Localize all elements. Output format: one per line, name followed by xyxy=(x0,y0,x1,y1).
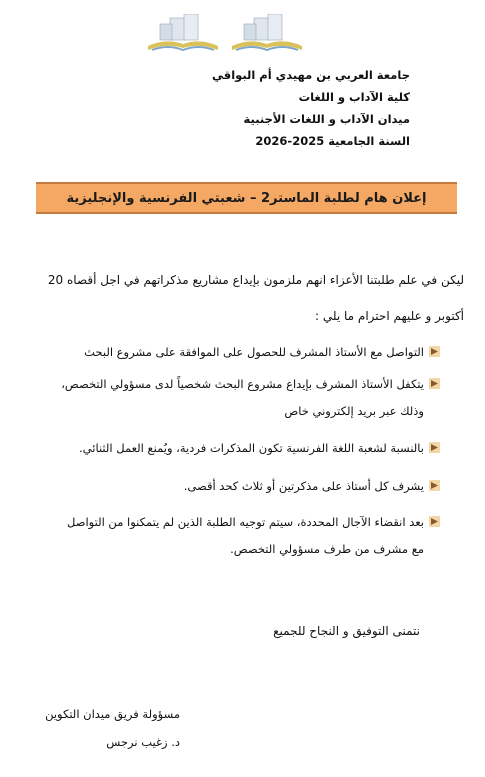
signatory-name: د. زغيب نرجس xyxy=(106,735,180,749)
list-item xyxy=(30,340,440,364)
list-item xyxy=(30,510,440,564)
institution-header xyxy=(150,64,410,152)
signatory-role: مسؤولة فريق ميدان التكوين xyxy=(45,707,180,721)
announcement-banner xyxy=(36,182,457,214)
university-logo xyxy=(146,14,220,54)
bullet-icon xyxy=(429,378,440,389)
list-item-text: وذلك عبر بريد إلكتروني خاص xyxy=(284,404,424,418)
university-name: جامعة العربي بن مهيدي أم البواقي xyxy=(212,68,410,82)
list-item xyxy=(30,372,440,426)
university-logos xyxy=(146,14,336,56)
university-logo xyxy=(230,14,304,54)
intro-line: أكتوبر و عليهم احترام ما يلي : xyxy=(315,309,464,323)
academic-year: السنة الجامعية 2025-2026 xyxy=(255,134,410,148)
bullet-icon xyxy=(429,516,440,527)
announcement-title: إعلان هام لطلبة الماستر2 – شعبتي الفرنسية والإنجليزية xyxy=(66,190,427,206)
list-item-text: بعد انقضاء الآجال المحددة، سيتم توجيه الطلبة الذين لم يتمكنوا من التواصل xyxy=(67,515,424,529)
requirements-list xyxy=(30,340,440,570)
list-item-text: يشرف كل أستاذ على مذكرتين أو ثلاث كحد أقصى. xyxy=(183,479,424,493)
intro-line: ليكن في علم طلبتنا الأعزاء انهم ملزمون بإيداع مشاريع مذكراتهم في اجل أقصاه 20 xyxy=(47,273,464,287)
faculty-name: كلية الآداب و اللغات xyxy=(298,90,410,104)
bullet-icon xyxy=(429,346,440,357)
bullet-icon xyxy=(429,442,440,453)
list-item-text: مع مشرف من طرف مسؤولي التخصص. xyxy=(230,542,424,556)
intro-paragraph xyxy=(24,262,464,334)
bullet-icon xyxy=(429,480,440,491)
signature-block xyxy=(30,700,180,756)
list-item xyxy=(30,474,440,498)
field-name: ميدان الآداب و اللغات الأجنبية xyxy=(243,112,410,126)
list-item-text: يتكفل الأستاذ المشرف بإيداع مشروع البحث شخصياً لدى مسؤولي التخصص، xyxy=(61,377,424,391)
list-item xyxy=(30,436,440,460)
closing-wish: نتمنى التوفيق و النجاح للجميع xyxy=(273,624,420,638)
list-item-text: التواصل مع الأستاذ المشرف للحصول على الموافقة على مشروع البحث xyxy=(84,345,424,359)
list-item-text: بالنسبة لشعبة اللغة الفرنسية تكون المذكرات فردية، ويُمنع العمل الثنائي. xyxy=(79,441,424,455)
